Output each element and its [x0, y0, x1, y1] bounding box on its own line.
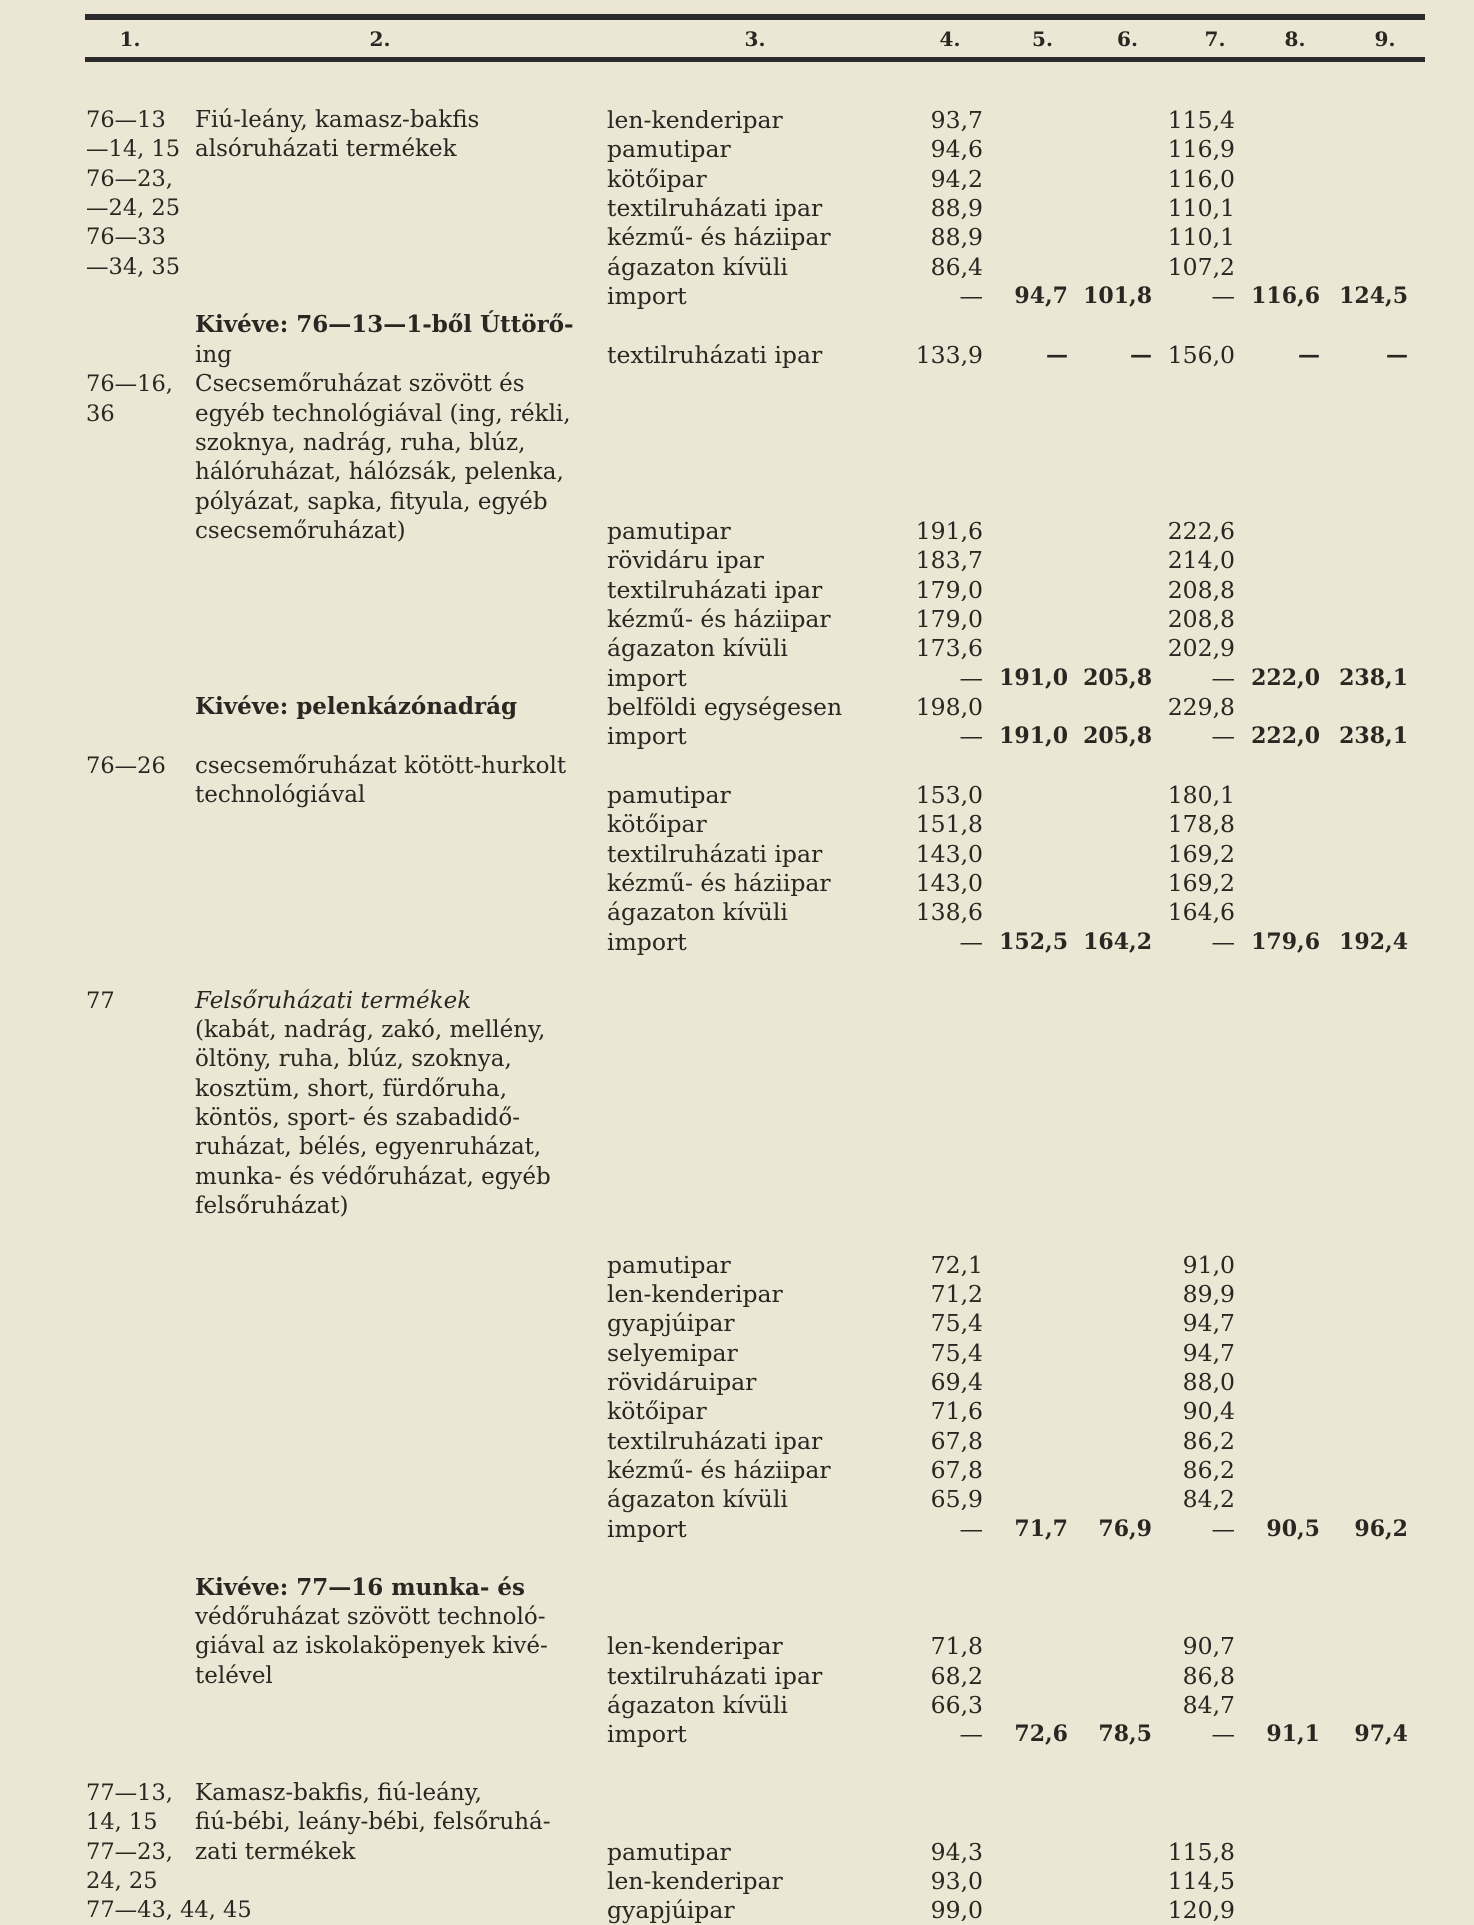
col7-value: 208,8	[1167, 604, 1235, 633]
code-cell: —24, 25	[86, 195, 181, 222]
description-cell: fiú-bébi, leány-bébi, felsőruhá-	[195, 1809, 551, 1836]
col7-value: 110,1	[1167, 223, 1235, 252]
col7-value: 86,8	[1182, 1661, 1235, 1690]
col5-value: 152,5	[999, 928, 1068, 955]
col7-value: 208,8	[1167, 575, 1235, 604]
col4-value: 86,4	[930, 252, 983, 281]
industry-cell: rövidáru ipar	[607, 546, 764, 575]
code-cell: 77—13,	[86, 1779, 173, 1806]
col7-value: 116,9	[1167, 135, 1235, 164]
col4-value: —	[959, 282, 983, 311]
description-cell: öltöny, ruha, blúz, szoknya,	[195, 1046, 512, 1073]
column-header-2: 2.	[369, 27, 391, 51]
column-header-7: 7.	[1204, 27, 1226, 51]
description-cell: kosztüm, short, fürdőruha,	[195, 1075, 508, 1102]
col5-value: 191,0	[999, 723, 1068, 750]
col7-value: 222,6	[1167, 516, 1235, 545]
col4-value: 151,8	[915, 810, 983, 839]
industry-cell: kézmű- és háziipar	[607, 1456, 831, 1485]
col7-value: 169,2	[1167, 839, 1235, 868]
col8-value: —	[1298, 341, 1320, 368]
col7-value: 88,0	[1182, 1368, 1235, 1397]
col4-value: 143,0	[915, 869, 983, 898]
col7-value: 180,1	[1167, 781, 1235, 810]
industry-cell: kézmű- és háziipar	[607, 869, 831, 898]
industry-cell: pamutipar	[607, 781, 731, 810]
industry-cell: ágazaton kívüli	[607, 1485, 788, 1514]
description-cell: zati termékek	[195, 1838, 356, 1865]
industry-cell: import	[607, 1514, 687, 1543]
col9-value: 192,4	[1339, 928, 1408, 955]
col4-value: 67,8	[930, 1426, 983, 1455]
col4-value: 173,6	[915, 634, 983, 663]
col4-value: 138,6	[915, 898, 983, 927]
code-cell: 76—23,	[86, 165, 173, 192]
industry-cell: ágazaton kívüli	[607, 898, 788, 927]
industry-cell: ágazaton kívüli	[607, 634, 788, 663]
col8-value: 179,6	[1251, 928, 1320, 955]
col4-value: 71,6	[930, 1397, 983, 1426]
col4-value: 191,6	[915, 516, 983, 545]
code-cell: —34, 35	[86, 253, 181, 280]
top-rule	[85, 14, 1425, 20]
industry-cell: import	[607, 1720, 687, 1749]
col4-value: 94,3	[930, 1837, 983, 1866]
col8-value: 222,0	[1251, 723, 1320, 750]
description-cell: pólyázat, sapka, fityula, egyéb	[195, 488, 548, 515]
col6-value: 101,8	[1083, 283, 1152, 310]
col4-value: 75,4	[930, 1309, 983, 1338]
col4-value: 183,7	[915, 546, 983, 575]
description-cell: Csecsemőruházat szövött és	[195, 371, 525, 398]
col7-value: 86,2	[1182, 1426, 1235, 1455]
code-cell: 77—43, 44, 45	[86, 1897, 252, 1924]
col4-value: 93,0	[930, 1867, 983, 1895]
col4-value: 71,8	[930, 1632, 983, 1661]
code-cell: 77—23,	[86, 1838, 173, 1865]
industry-cell: gyapjúipar	[607, 1309, 735, 1338]
industry-cell: textilruházati ipar	[607, 839, 823, 868]
col7-value: 178,8	[1167, 810, 1235, 839]
industry-cell: len-kenderipar	[607, 1280, 783, 1308]
industry-cell: textilruházati ipar	[607, 1661, 823, 1690]
industry-cell: ágazaton kívüli	[607, 1690, 788, 1719]
col4-value: 153,0	[915, 781, 983, 810]
col8-value: 222,0	[1251, 664, 1320, 691]
col7-value: 156,0	[1167, 340, 1235, 369]
col7-value: 86,2	[1182, 1456, 1235, 1485]
column-header-8: 8.	[1284, 27, 1306, 51]
col7-value: —	[1211, 282, 1235, 311]
col7-value: 90,4	[1182, 1397, 1235, 1426]
col7-value: 229,8	[1167, 693, 1235, 721]
col9-value: 96,2	[1354, 1515, 1408, 1542]
col7-value: 164,6	[1167, 898, 1235, 927]
industry-cell: pamutipar	[607, 1250, 731, 1279]
code-cell: 76—13	[86, 107, 166, 133]
description-cell: csecsemőruházat kötött-hurkolt	[195, 752, 567, 779]
col5-value: 94,7	[1014, 283, 1068, 310]
col9-value: 124,5	[1339, 283, 1408, 310]
col7-value: —	[1211, 722, 1235, 751]
description-cell: ing	[195, 341, 232, 368]
description-cell: ruházat, bélés, egyenruházat,	[195, 1134, 542, 1161]
col4-value: 133,9	[915, 340, 983, 369]
col4-value: —	[959, 927, 983, 956]
col7-value: 202,9	[1167, 634, 1235, 663]
industry-cell: len-kenderipar	[607, 1867, 783, 1895]
col7-value: 89,9	[1182, 1280, 1235, 1308]
col6-value: 164,2	[1083, 928, 1152, 955]
column-header-4: 4.	[939, 27, 961, 51]
column-header-3: 3.	[744, 27, 766, 51]
col5-value: 72,6	[1014, 1721, 1068, 1748]
industry-cell: kötőipar	[607, 164, 707, 193]
col4-value: 68,2	[930, 1661, 983, 1690]
col4-value: —	[959, 1720, 983, 1749]
col4-value: —	[959, 722, 983, 751]
description-cell: telével	[195, 1662, 273, 1689]
col5-value: —	[1046, 341, 1068, 368]
col4-value: 179,0	[915, 604, 983, 633]
col4-value: 88,9	[930, 194, 983, 223]
description-cell: Kivéve: pelenkázónadrág	[195, 693, 518, 720]
col8-value: 116,6	[1251, 283, 1320, 310]
col7-value: 214,0	[1167, 546, 1235, 575]
header-underline	[85, 57, 1425, 62]
industry-cell: import	[607, 282, 687, 311]
description-cell: (kabát, nadrág, zakó, mellény,	[195, 1016, 546, 1043]
code-cell: 76—33	[86, 224, 166, 251]
col7-value: 107,2	[1167, 252, 1235, 281]
col7-value: 115,4	[1167, 106, 1235, 134]
col4-value: 71,2	[930, 1280, 983, 1308]
code-cell: 76—26	[86, 752, 166, 779]
col7-value: —	[1211, 927, 1235, 956]
industry-cell: ágazaton kívüli	[607, 252, 788, 281]
col6-value: 76,9	[1098, 1515, 1152, 1542]
col7-value: 84,7	[1182, 1690, 1235, 1719]
col6-value: 205,8	[1083, 664, 1152, 691]
description-cell: Kivéve: 77—16 munka- és	[195, 1573, 525, 1601]
industry-cell: rövidáruipar	[607, 1368, 757, 1397]
col7-value: 84,2	[1182, 1485, 1235, 1514]
col7-value: —	[1211, 1514, 1235, 1543]
description-cell: szoknya, nadrág, ruha, blúz,	[195, 429, 526, 456]
industry-cell: kötőipar	[607, 810, 707, 839]
col4-value: 93,7	[930, 106, 983, 134]
industry-cell: kötőipar	[607, 1397, 707, 1426]
code-cell: 77	[86, 987, 115, 1014]
col7-value: 114,5	[1167, 1867, 1235, 1895]
description-cell: felsőruházat)	[195, 1192, 349, 1219]
industry-cell: pamutipar	[607, 1837, 731, 1866]
col7-value: 94,7	[1182, 1309, 1235, 1338]
description-cell: védőruházat szövött technoló-	[195, 1603, 546, 1630]
col7-value: 94,7	[1182, 1338, 1235, 1367]
col7-value: —	[1211, 663, 1235, 692]
description-cell: Kamasz-bakfis, fiú-leány,	[195, 1779, 482, 1806]
industry-cell: kézmű- és háziipar	[607, 604, 831, 633]
col7-value: 91,0	[1182, 1250, 1235, 1279]
industry-cell: kézmű- és háziipar	[607, 223, 831, 252]
col4-value: 66,3	[930, 1690, 983, 1719]
col4-value: 88,9	[930, 223, 983, 252]
col9-value: 238,1	[1339, 664, 1408, 691]
industry-cell: len-kenderipar	[607, 1632, 783, 1661]
col7-value: 169,2	[1167, 869, 1235, 898]
col4-value: 75,4	[930, 1338, 983, 1367]
industry-cell: textilruházati ipar	[607, 340, 823, 369]
col4-value: —	[959, 663, 983, 692]
code-cell: 36	[86, 400, 115, 427]
col4-value: 198,0	[915, 693, 983, 721]
col6-value: 205,8	[1083, 723, 1152, 750]
description-cell: munka- és védőruházat, egyéb	[195, 1163, 551, 1190]
col8-value: 90,5	[1266, 1515, 1320, 1542]
description-cell: csecsemőruházat)	[195, 517, 406, 544]
col4-value: —	[959, 1514, 983, 1543]
col4-value: 94,2	[930, 164, 983, 193]
industry-cell: len-kenderipar	[607, 106, 783, 134]
col4-value: 67,8	[930, 1456, 983, 1485]
industry-cell: import	[607, 722, 687, 751]
col4-value: 94,6	[930, 135, 983, 164]
industry-cell: import	[607, 663, 687, 692]
description-cell: hálóruházat, hálózsák, pelenka,	[195, 459, 564, 486]
description-cell: giával az iskolaköpenyek kivé-	[195, 1633, 548, 1660]
col4-value: 143,0	[915, 839, 983, 868]
description-cell: Kivéve: 76—13—1-ből Úttörő-	[195, 311, 574, 339]
industry-cell: pamutipar	[607, 516, 731, 545]
column-header-5: 5.	[1032, 27, 1053, 51]
col6-value: —	[1130, 341, 1152, 368]
col9-value: 238,1	[1339, 723, 1408, 750]
col7-value: 116,0	[1167, 164, 1235, 193]
industry-cell: belföldi egységesen	[607, 693, 843, 721]
industry-cell: textilruházati ipar	[607, 575, 823, 604]
industry-cell: gyapjúipar	[607, 1896, 735, 1925]
col7-value: 110,1	[1167, 194, 1235, 223]
description-cell: Felsőruházati termékek	[195, 987, 472, 1014]
description-cell: köntös, sport- és szabadidő-	[195, 1104, 521, 1131]
description-cell: technológiával	[195, 782, 366, 809]
col7-value: 120,9	[1167, 1896, 1235, 1925]
code-cell: 14, 15	[86, 1809, 158, 1836]
industry-cell: pamutipar	[607, 135, 731, 164]
col4-value: 179,0	[915, 575, 983, 604]
col5-value: 71,7	[1014, 1515, 1068, 1542]
industry-cell: import	[607, 927, 687, 956]
code-cell: —14, 15	[86, 136, 181, 163]
description-cell: egyéb technológiával (ing, rékli,	[195, 400, 571, 427]
code-cell: 24, 25	[86, 1868, 158, 1894]
code-cell: 76—16,	[86, 371, 173, 398]
description-cell: alsóruházati termékek	[195, 136, 457, 163]
col4-value: 72,1	[930, 1250, 983, 1279]
col4-value: 65,9	[930, 1485, 983, 1514]
column-header-9: 9.	[1374, 27, 1396, 51]
col8-value: 91,1	[1266, 1721, 1320, 1748]
col4-value: 69,4	[930, 1368, 983, 1397]
col7-value: 115,8	[1167, 1837, 1235, 1866]
description-cell: Fiú-leány, kamasz-bakfis	[195, 107, 480, 133]
col6-value: 78,5	[1098, 1721, 1152, 1748]
col7-value: —	[1211, 1720, 1235, 1749]
col5-value: 191,0	[999, 664, 1068, 691]
col7-value: 90,7	[1182, 1632, 1235, 1661]
col4-value: 99,0	[930, 1896, 983, 1925]
col9-value: 97,4	[1354, 1721, 1408, 1748]
column-header-1: 1.	[119, 27, 141, 51]
col9-value: —	[1386, 341, 1408, 368]
industry-cell: selyemipar	[607, 1338, 738, 1367]
industry-cell: textilruházati ipar	[607, 1426, 823, 1455]
column-header-6: 6.	[1117, 27, 1138, 51]
industry-cell: textilruházati ipar	[607, 194, 823, 223]
